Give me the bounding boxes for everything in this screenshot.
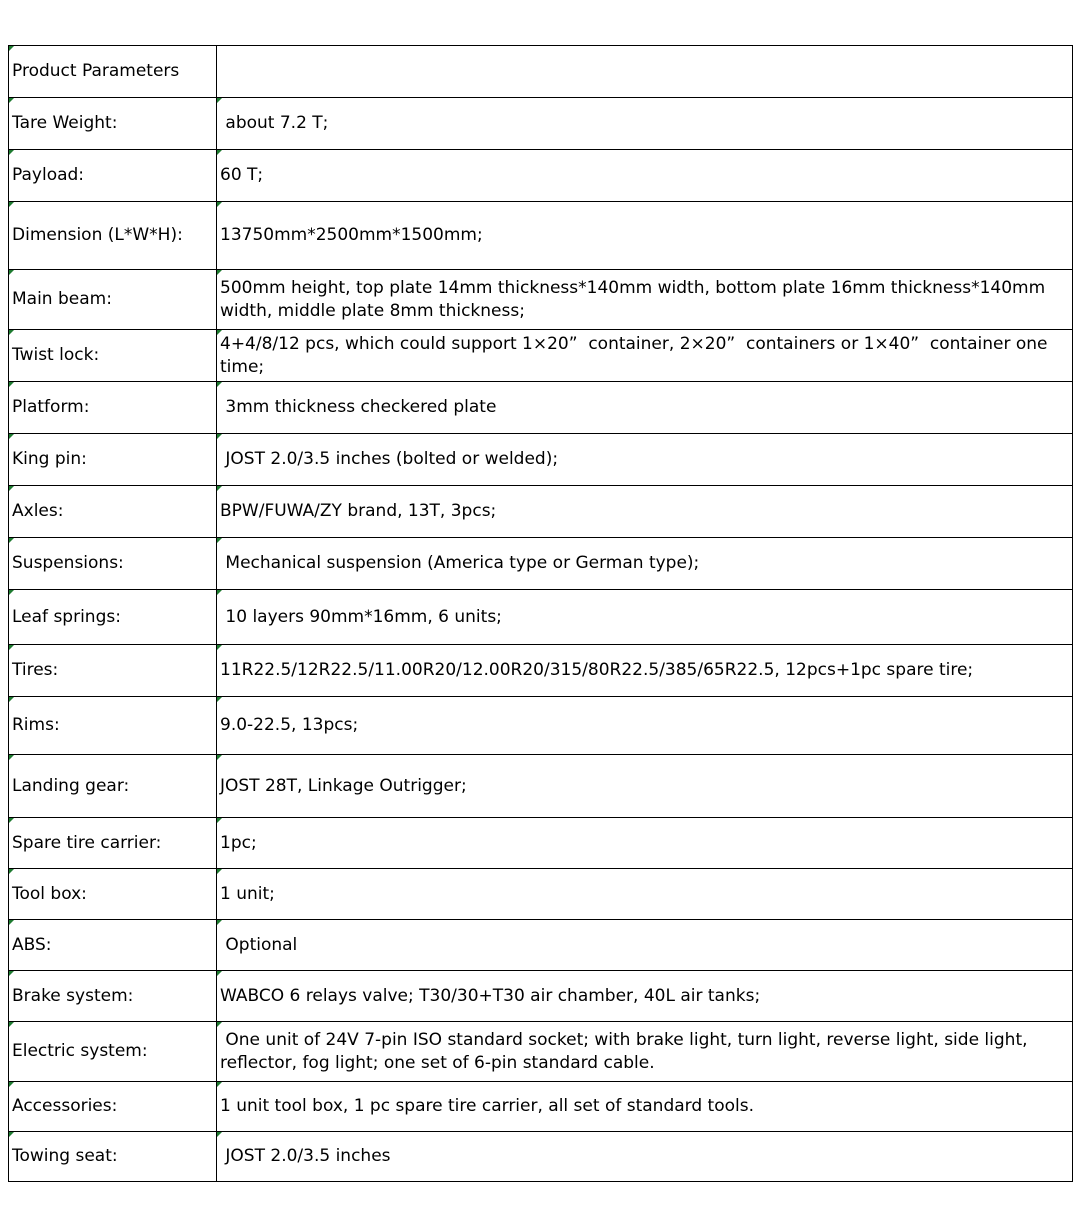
parameter-value-cell: [217, 971, 1073, 1022]
cell-corner-marker-icon: [217, 697, 222, 702]
cell-corner-marker-icon: [9, 330, 14, 335]
parameter-label: Brake system:: [12, 985, 134, 1006]
parameter-label-cell: [9, 538, 217, 590]
parameter-label-cell: [9, 382, 217, 434]
parameter-label: Twist lock:: [12, 345, 100, 365]
cell-corner-marker-icon: [9, 1082, 14, 1087]
table-row: [9, 920, 1073, 971]
table-row: [9, 486, 1073, 538]
table-body: [9, 46, 1073, 1182]
parameter-value: JOST 2.0/3.5 inches: [220, 1146, 391, 1166]
cell-corner-marker-icon: [9, 755, 14, 760]
table-row: [9, 330, 1073, 382]
parameter-label: Leaf springs:: [12, 606, 121, 627]
parameter-label-cell: [9, 755, 217, 818]
parameter-label-cell: [9, 1132, 217, 1182]
table-row: [9, 98, 1073, 150]
cell-corner-marker-icon: [217, 645, 222, 650]
parameter-value: JOST 2.0/3.5 inches (bolted or welded);: [220, 449, 559, 469]
cell-corner-marker-icon: [217, 590, 222, 595]
cell-corner-marker-icon: [217, 202, 222, 207]
cell-corner-marker-icon: [9, 697, 14, 702]
parameter-label-cell: [9, 98, 217, 150]
parameter-value: 1pc;: [220, 832, 257, 853]
parameter-value-cell: [217, 538, 1073, 590]
parameter-label-cell: [9, 330, 217, 382]
parameter-label: Accessories:: [12, 1096, 118, 1116]
parameter-label: Rims:: [12, 715, 60, 735]
parameter-value-cell: [217, 270, 1073, 330]
parameter-label: Spare tire carrier:: [12, 832, 162, 853]
parameter-label: Platform:: [12, 397, 90, 417]
table-row: [9, 1082, 1073, 1132]
parameter-label: Main beam:: [12, 289, 112, 309]
parameter-label: Landing gear:: [12, 775, 130, 796]
table-row: [9, 538, 1073, 590]
parameter-label: Axles:: [12, 501, 64, 521]
cell-corner-marker-icon: [9, 202, 14, 207]
parameter-value: 500mm height, top plate 14mm thickness*140mm width, bottom plate 16mm thickness*140mm width, middle plate 8mm thickness;: [220, 277, 1051, 321]
cell-corner-marker-icon: [217, 150, 222, 155]
parameter-label: Electric system:: [12, 1041, 148, 1061]
parameter-value-cell: [217, 1082, 1073, 1132]
cell-corner-marker-icon: [217, 330, 222, 335]
parameter-value-cell: [217, 382, 1073, 434]
cell-corner-marker-icon: [217, 434, 222, 439]
table-row: [9, 1132, 1073, 1182]
parameter-label: Towing seat:: [12, 1146, 118, 1166]
cell-corner-marker-icon: [9, 590, 14, 595]
parameter-value: 4+4/8/12 pcs, which could support 1×20” container, 2×20” containers or 1×40” container one time;: [220, 333, 1053, 377]
parameter-label: Tare Weight:: [12, 113, 118, 133]
parameter-label-cell: [9, 202, 217, 270]
cell-corner-marker-icon: [9, 270, 14, 275]
parameter-label-cell: [9, 1082, 217, 1132]
table-row: [9, 46, 1073, 98]
cell-corner-marker-icon: [217, 538, 222, 543]
cell-corner-marker-icon: [9, 434, 14, 439]
cell-corner-marker-icon: [217, 869, 222, 874]
cell-corner-marker-icon: [217, 98, 222, 103]
cell-corner-marker-icon: [217, 818, 222, 823]
cell-corner-marker-icon: [217, 1082, 222, 1087]
parameter-label: Suspensions:: [12, 553, 124, 573]
table-row: [9, 590, 1073, 645]
table-row: [9, 645, 1073, 697]
parameter-value-cell: [217, 869, 1073, 920]
parameter-label-cell: [9, 590, 217, 645]
cell-corner-marker-icon: [9, 486, 14, 491]
parameter-label: ABS:: [12, 934, 52, 955]
parameter-label: Payload:: [12, 165, 85, 185]
parameter-value: BPW/FUWA/ZY brand, 13T, 3pcs;: [220, 501, 497, 521]
parameter-value: One unit of 24V 7-pin ISO standard socket; with brake light, turn light, reverse light, side light, reflector, fog light; one set of 6-pin standard cable.: [220, 1029, 1033, 1073]
table-row: [9, 697, 1073, 755]
parameter-label-cell: [9, 869, 217, 920]
parameter-value-cell: [217, 46, 1073, 98]
cell-corner-marker-icon: [217, 920, 222, 925]
parameter-label: King pin:: [12, 449, 87, 469]
table-row: [9, 755, 1073, 818]
cell-corner-marker-icon: [9, 869, 14, 874]
parameter-label: Dimension (L*W*H):: [12, 225, 183, 245]
table-row: [9, 434, 1073, 486]
parameter-value: about 7.2 T;: [220, 113, 329, 133]
parameter-value: Mechanical suspension (America type or German type);: [220, 553, 700, 573]
parameter-value: 13750mm*2500mm*1500mm;: [220, 225, 483, 245]
parameter-value-cell: [217, 150, 1073, 202]
table-row: [9, 1022, 1073, 1082]
parameter-value: 11R22.5/12R22.5/11.00R20/12.00R20/315/80R22.5/385/65R22.5, 12pcs+1pc spare tire;: [220, 660, 974, 680]
parameter-value: JOST 28T, Linkage Outrigger;: [220, 775, 467, 796]
parameter-value-cell: [217, 434, 1073, 486]
parameter-label-cell: [9, 150, 217, 202]
parameter-value-cell: [217, 920, 1073, 971]
cell-corner-marker-icon: [9, 1132, 14, 1137]
parameter-label-cell: [9, 697, 217, 755]
parameter-label-cell: [9, 818, 217, 869]
cell-corner-marker-icon: [9, 920, 14, 925]
parameter-value-cell: [217, 645, 1073, 697]
cell-corner-marker-icon: [217, 270, 222, 275]
cell-corner-marker-icon: [217, 755, 222, 760]
table-row: [9, 202, 1073, 270]
parameter-label: Tires:: [12, 660, 59, 680]
table-row: [9, 869, 1073, 920]
parameter-label-cell: [9, 434, 217, 486]
parameter-value: 1 unit tool box, 1 pc spare tire carrier, all set of standard tools.: [220, 1096, 754, 1116]
parameter-value-cell: [217, 755, 1073, 818]
cell-corner-marker-icon: [9, 818, 14, 823]
parameter-value-cell: [217, 330, 1073, 382]
parameter-value-cell: [217, 98, 1073, 150]
parameter-value: Optional: [220, 934, 298, 955]
cell-corner-marker-icon: [9, 538, 14, 543]
parameter-label-cell: [9, 270, 217, 330]
parameter-label-cell: [9, 971, 217, 1022]
cell-corner-marker-icon: [9, 1022, 14, 1027]
parameter-value: WABCO 6 relays valve; T30/30+T30 air chamber, 40L air tanks;: [220, 985, 761, 1006]
parameter-value-cell: [217, 590, 1073, 645]
parameter-label: Product Parameters: [12, 61, 180, 81]
parameter-value: 10 layers 90mm*16mm, 6 units;: [220, 606, 502, 627]
table-row: [9, 150, 1073, 202]
cell-corner-marker-icon: [9, 98, 14, 103]
table-row: [9, 382, 1073, 434]
table-row: [9, 270, 1073, 330]
parameter-value-cell: [217, 1022, 1073, 1082]
parameter-label-cell: [9, 645, 217, 697]
product-parameters-table: [8, 45, 1073, 1182]
parameter-value: 9.0-22.5, 13pcs;: [220, 715, 359, 735]
cell-corner-marker-icon: [9, 150, 14, 155]
parameter-value-cell: [217, 486, 1073, 538]
parameter-label-cell: [9, 920, 217, 971]
cell-corner-marker-icon: [217, 1132, 222, 1137]
cell-corner-marker-icon: [9, 645, 14, 650]
parameter-label-cell: [9, 486, 217, 538]
table-row: [9, 971, 1073, 1022]
parameter-value: 3mm thickness checkered plate: [220, 397, 497, 417]
parameter-value-cell: [217, 202, 1073, 270]
parameter-label: Tool box:: [12, 883, 87, 904]
parameter-label-cell: [9, 1022, 217, 1082]
cell-corner-marker-icon: [9, 382, 14, 387]
parameter-value-cell: [217, 818, 1073, 869]
parameter-label-cell: [9, 46, 217, 98]
cell-corner-marker-icon: [217, 382, 222, 387]
cell-corner-marker-icon: [217, 971, 222, 976]
table-row: [9, 818, 1073, 869]
parameter-value: 1 unit;: [220, 883, 275, 904]
cell-corner-marker-icon: [217, 486, 222, 491]
parameter-value-cell: [217, 1132, 1073, 1182]
cell-corner-marker-icon: [9, 971, 14, 976]
cell-corner-marker-icon: [217, 1022, 222, 1027]
parameter-value-cell: [217, 697, 1073, 755]
cell-corner-marker-icon: [9, 46, 14, 51]
parameter-value: 60 T;: [220, 165, 264, 185]
